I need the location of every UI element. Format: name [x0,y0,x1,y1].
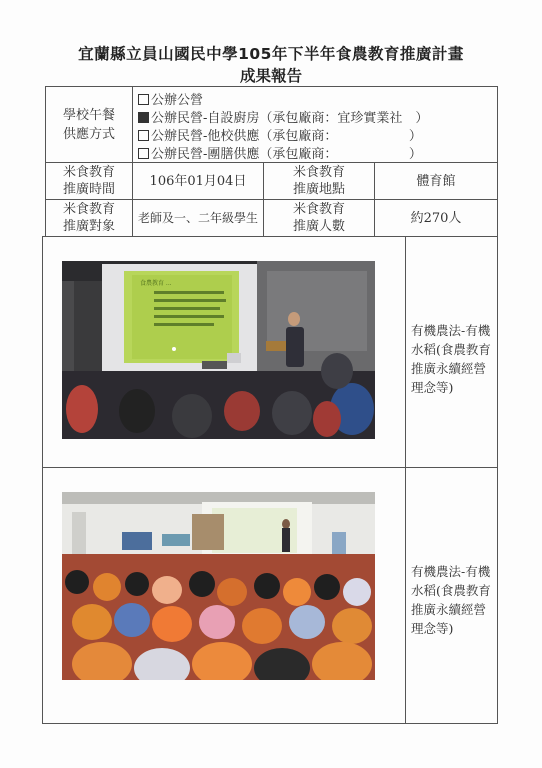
checkbox-unchecked-icon [138,148,149,159]
time-value: 106年01月04日 [149,174,247,189]
count-value: 約270人 [410,211,462,226]
supply-option-1: 公辦公營 [138,89,203,108]
time-label: 米食教育 推廣時間 [62,165,115,197]
presentation-photo-2 [62,492,375,680]
supply-label: 學校午餐 供應方式 [62,108,115,142]
place-label: 米食教育 推廣地點 [292,165,345,197]
target-value: 老師及一、二年級學生 [137,211,258,225]
place-value: 體育館 [416,174,456,189]
checkbox-checked-icon [138,112,149,123]
svg-text:食農教育 ...: 食農教育 ... [140,280,172,287]
document-subtitle: 成果報告 [239,67,302,85]
target-label: 米食教育 推廣對象 [62,202,115,234]
document-title: 宜蘭縣立員山國民中學105年下半年食農教育推廣計畫 [78,45,464,63]
presentation-photo-1 [62,261,375,439]
count-label: 米食教育 推廣人數 [292,202,345,234]
supply-option-3: 公辦民營-他校供應（承包廠商： ） [138,125,422,144]
photo-caption-1: 有機農法-有機 水稻(食農教育 推廣永續經營 理念等) [411,323,491,395]
checkbox-unchecked-icon [138,94,149,105]
photo-caption-2: 有機農法-有機 水稻(食農教育 推廣永續經營 理念等) [411,564,491,636]
supply-option-4: 公辦民營-團膳供應（承包廠商： ） [138,143,422,162]
supply-option-2: 公辦民營-自設廚房（承包廠商：宜珍實業社 ） [138,107,428,126]
checkbox-unchecked-icon [138,130,149,141]
